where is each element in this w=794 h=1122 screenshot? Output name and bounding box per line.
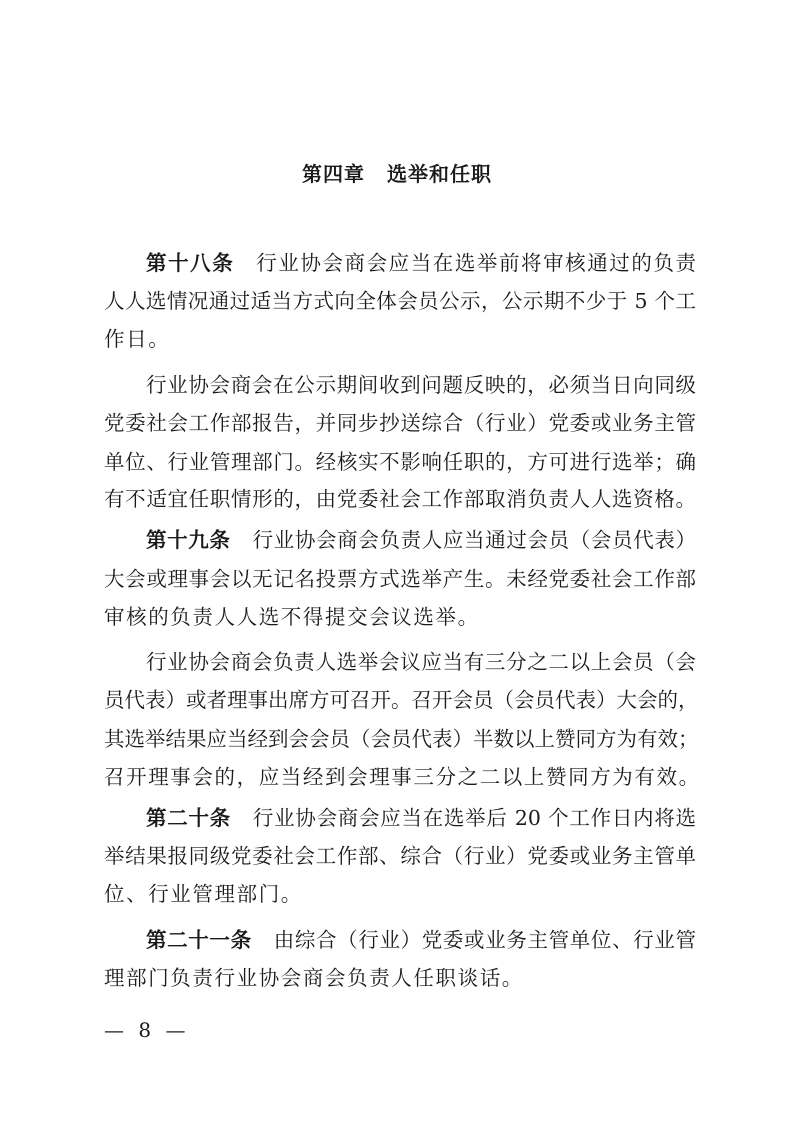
text-line (104, 288, 696, 314)
text-line (104, 604, 696, 630)
line-text: 行业协会商会应当在选举后 20 个工作日内将选 (252, 806, 697, 830)
article-number: 第二十条 (146, 806, 231, 830)
line-text: 有不适宜任职情形的，由党委社会工作部取消负责人人选资格。 (104, 487, 696, 511)
text-line (104, 881, 696, 907)
line-text: 其选举结果应当经到会会员（会员代表）半数以上赞同方为有效； (104, 727, 699, 751)
text-line (104, 965, 696, 991)
line-text: 人人选情况通过适当方式向全体会员公示，公示期不少于 5 个工 (104, 289, 696, 313)
article-heading-line (146, 805, 696, 831)
line-text: 行业协会商会负责人应当通过会员（会员代表） (252, 528, 697, 552)
line-text: 位、行业管理部门。 (104, 882, 303, 906)
text-line (104, 764, 701, 790)
article-heading-line (146, 527, 696, 553)
line-text: 理部门负责行业协会商会负责人任职谈话。 (104, 966, 524, 990)
line-text: 作日。 (104, 327, 171, 351)
chapter-name: 选举和任职 (387, 162, 492, 186)
text-line (146, 649, 696, 675)
line-text: 行业协会商会应当在选举前将审核通过的负责 (256, 251, 697, 275)
article-number: 第二十一条 (146, 928, 252, 952)
text-line (104, 449, 696, 475)
line-text: 行业协会商会负责人选举会议应当有三分之二以上会员（会 (146, 650, 696, 674)
text-line (104, 486, 696, 512)
line-text: 审核的负责人人选不得提交会议选举。 (104, 605, 480, 629)
line-text: 大会或理事会以无记名投票方式选举产生。未经党委社会工作部 (104, 567, 696, 591)
text-line (146, 372, 696, 398)
article-heading-line (146, 927, 696, 953)
line-text: 党委社会工作部报告，并同步抄送综合（行业）党委或业务主管 (104, 411, 696, 435)
article-number: 第十九条 (146, 528, 231, 552)
text-line (104, 326, 696, 352)
article-number: 第十八条 (146, 251, 235, 275)
chapter-title (0, 158, 794, 187)
text-line (104, 843, 696, 869)
page-number: — 8 — (104, 1018, 190, 1042)
line-text: 召开理事会的，应当经到会理事三分之二以上赞同方为有效。 (104, 765, 701, 789)
line-text: 由综合（行业）党委或业务主管单位、行业管 (273, 928, 697, 952)
line-text: 员代表）或者理事出席方可召开。召开会员（会员代表）大会的， (104, 688, 699, 712)
text-line (104, 687, 699, 713)
text-line (104, 566, 696, 592)
text-line (104, 726, 699, 752)
text-line (104, 410, 696, 436)
chapter-number: 第四章 (302, 162, 365, 186)
line-text: 行业协会商会在公示期间收到问题反映的，必须当日向同级 (146, 373, 696, 397)
line-text: 单位、行业管理部门。经核实不影响任职的，方可进行选举；确 (104, 450, 696, 474)
article-heading-line (146, 250, 696, 276)
line-text: 举结果报同级党委社会工作部、综合（行业）党委或业务主管单 (104, 844, 696, 868)
